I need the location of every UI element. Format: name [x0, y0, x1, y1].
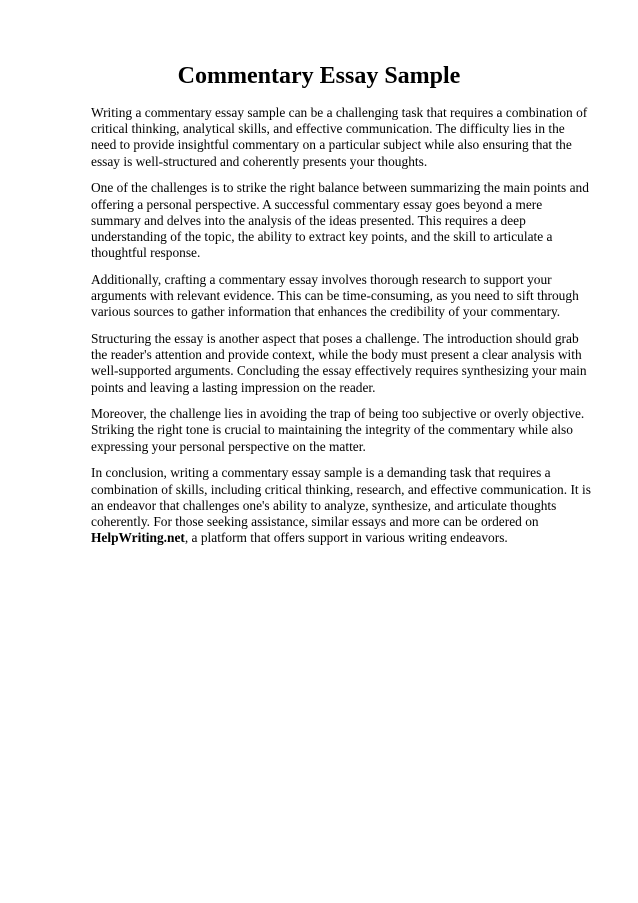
- paragraph-3: Additionally, crafting a commentary essay involves thorough research to support your arguments with relevant evidence. This can be time-consuming, as you need to sift through various sources to gather information that enhances the credibility of your commentary.: [91, 271, 579, 320]
- document-body: [91, 105, 591, 557]
- paragraph-2: One of the challenges is to strike the right balance between summarizing the main points and offering a personal perspective. A successful commentary essay goes beyond a mere summary and delves into the analysis of the ideas presented. This requires a deep understanding of the topic, the ability to extract key points, and the skill to articulate a thoughtful response.: [91, 180, 589, 261]
- document-title: Commentary Essay Sample: [177, 63, 461, 89]
- paragraph-4: Structuring the essay is another aspect that poses a challenge. The introduction should grab the reader's attention and provide context, while the body must present a clear analysis with well-supported arguments. Concluding the essay effectively requires synthesizing your main points and leaving a lasting impression on the reader.: [91, 330, 587, 395]
- helpwriting-link[interactable]: HelpWriting.net: [91, 530, 185, 546]
- paragraph-5: Moreover, the challenge lies in avoiding the trap of being too subjective or overly objective. Striking the right tone is crucial to maintaining the integrity of the commentary while also expressing your personal perspective on the matter.: [91, 406, 585, 454]
- conclusion-text-after: , a platform that offers support in various writing endeavors.: [184, 530, 508, 546]
- conclusion-paragraph: [91, 465, 591, 546]
- paragraph-1: Writing a commentary essay sample can be a challenging task that requires a combination of critical thinking, analytical skills, and effective communication. The difficulty lies in the need to provide insightful commentary on a particular subject while also ensuring that the essay is well-structured and coherently presents your thoughts.: [91, 105, 588, 169]
- conclusion-text-before: In conclusion, writing a commentary essay sample is a demanding task that requires a combination of skills, including critical thinking, research, and effective communication. It is an endeavor that challenges one's ability to analyze, synthesize, and articulate thoughts coherently. For those seeking assistance, similar essays and more can be ordered on: [91, 465, 591, 529]
